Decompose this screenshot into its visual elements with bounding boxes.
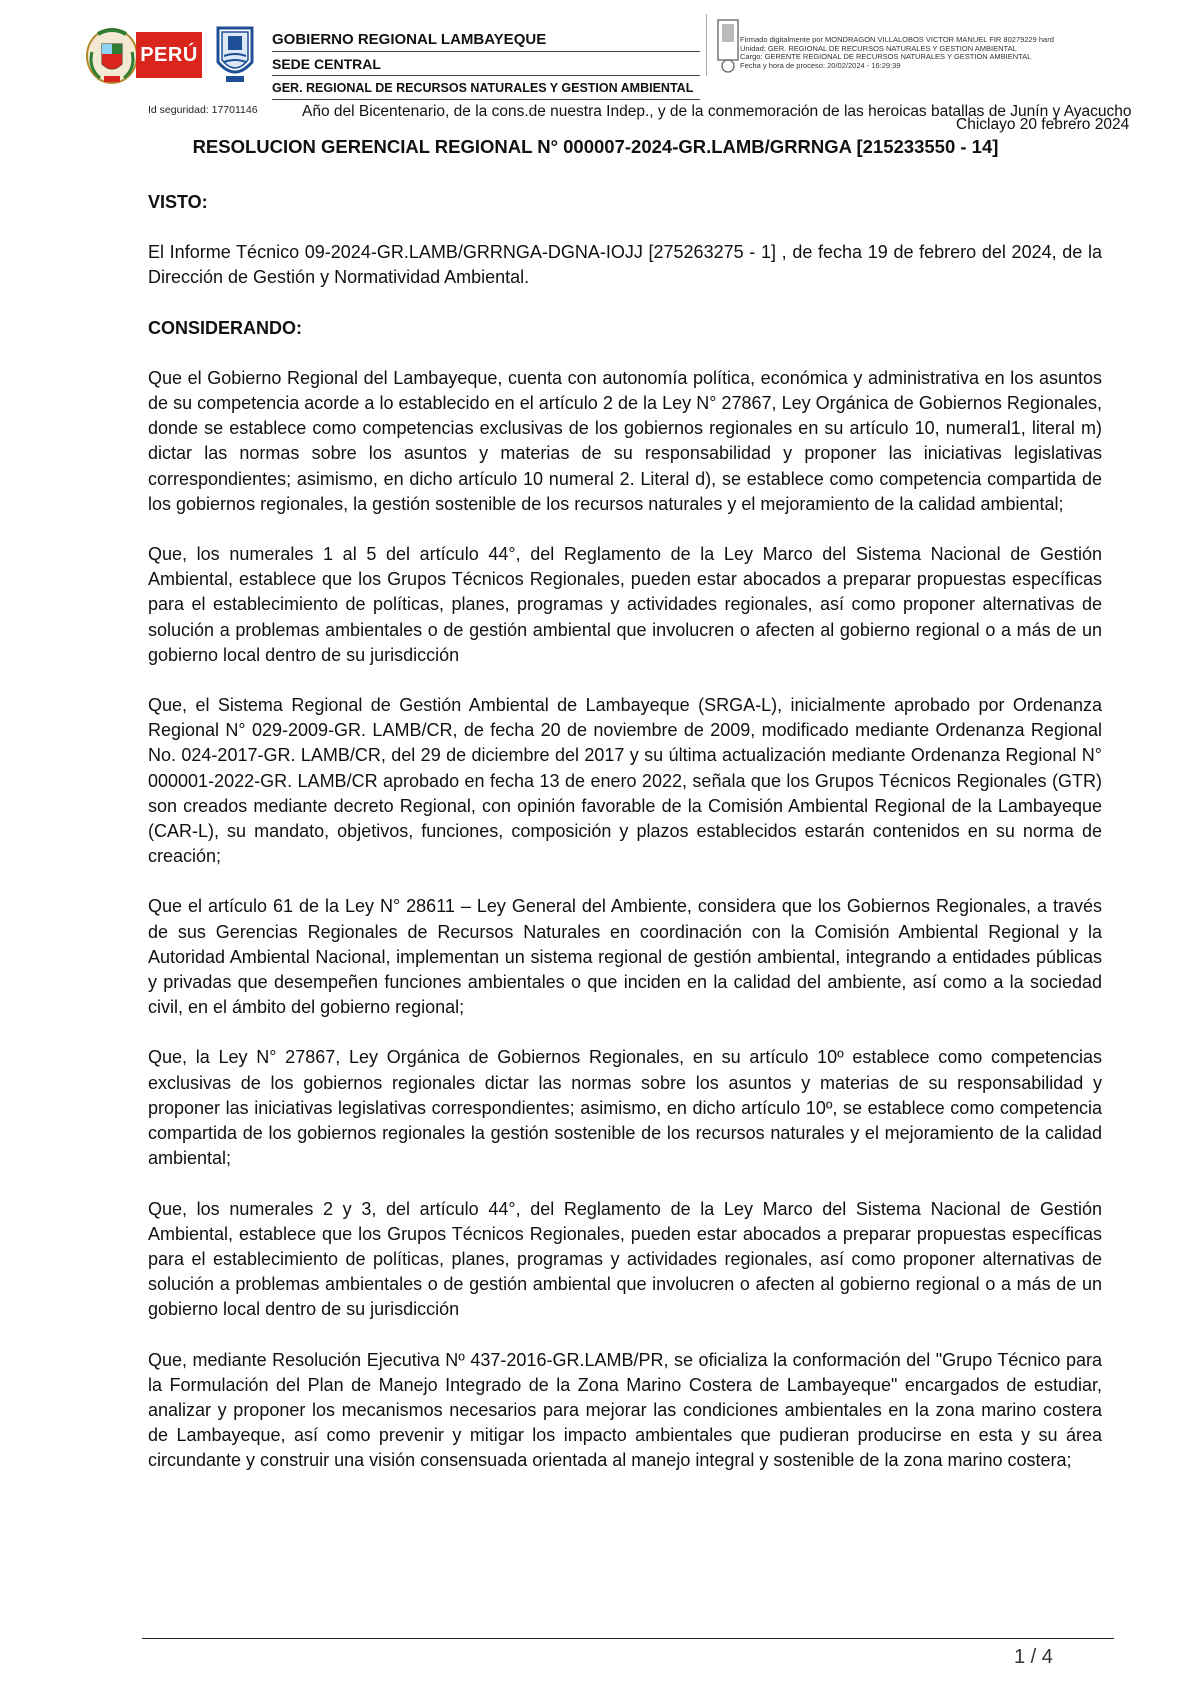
document-header bbox=[0, 0, 1191, 100]
page-number: 1 / 4 bbox=[1014, 1646, 1053, 1668]
considerando-paragraph: Que el artículo 61 de la Ley N° 28611 – Ley General del Ambiente, considera que los Gobiernos Regionales, a través de sus Gerencias Regionales de Recursos Naturales en coordinación con la Comisión Ambiental Regional y la Autoridad Ambiental Nacional, implementan un sistema regional de gestión ambiental, integrando a entidades públicas y privadas que desempeñen funciones ambientales o que inciden en la calidad del ambiente, así como a la sociedad civil, en el ámbito del gobierno regional; bbox=[148, 896, 1102, 1018]
year-motto: Año del Bicentenario, de la cons.de nuestra Indep., y de la conmemoración de las heroicas batallas de Junín y Ayacucho bbox=[302, 103, 1132, 120]
peru-coat-of-arms-icon bbox=[84, 24, 140, 86]
considerando-paragraph: Que, los numerales 2 y 3, del artículo 44°, del Reglamento de la Ley Marco del Sistema Nacional de Gestión Ambiental, establece que los Grupos Técnicos Regionales, pueden estar abocados a preparar propuestas específicas para el establecimiento de políticas, planes, programas y actividades regionales, así como proponer alternativas de solución a problemas ambientales o de gestión ambiental que involucren o afecten al gobierno regional o a más de un gobierno local dentro de su jurisdicción bbox=[148, 1198, 1102, 1320]
considerando-heading: CONSIDERANDO: bbox=[148, 317, 303, 338]
resolution-title: RESOLUCION GERENCIAL REGIONAL N° 000007-2024-GR.LAMB/GRRNGA [215233550 - 14] bbox=[192, 136, 999, 157]
institution-gerencia: GER. REGIONAL DE RECURSOS NATURALES Y GESTION AMBIENTAL bbox=[272, 78, 700, 100]
signature-unit: Unidad: GER. REGIONAL DE RECURSOS NATURALES Y GESTION AMBIENTAL bbox=[740, 43, 1017, 53]
signature-signer: Firmado digitalmente por MONDRAGON VILLALOBOS VICTOR MANUEL FIR 80279229 hard bbox=[740, 35, 1054, 44]
signature-divider bbox=[706, 14, 707, 76]
institution-name: GOBIERNO REGIONAL LAMBAYEQUE bbox=[272, 30, 700, 52]
peru-logo bbox=[136, 32, 202, 78]
signature-datetime: Fecha y hora de proceso: 20/02/2024 - 16:29:39 bbox=[740, 60, 901, 70]
visto-heading: VISTO: bbox=[148, 192, 208, 212]
considerando-paragraph: Que el Gobierno Regional del Lambayeque, cuenta con autonomía política, económica y administrativa en los asuntos de su competencia acorde a lo establecido en el artículo 2 de la Ley N° 27867, Ley Orgánica de Gobiernos Regionales, donde se establece como competencias exclusivas de los gobiernos regionales en su artículo 10, numeral1, literal m) dictar las normas sobre los asuntos y materias de su responsabilidad y proponer las iniciativas legislativas correspondientes; asimismo, en dicho artículo 10 numeral 2. Literal d), se establece como competencia compartida de los gobiernos regionales, la gestión sostenible de los recursos naturales y el mejoramiento de la calidad ambiental; bbox=[148, 367, 1102, 514]
security-id: Id seguridad: 17701146 bbox=[148, 104, 258, 116]
considerando-paragraph: Que, los numerales 1 al 5 del artículo 44°, del Reglamento de la Ley Marco del Sistema Nacional de Gestión Ambiental, establece que los Grupos Técnicos Regionales, pueden estar abocados a preparar propuestas específicas para el establecimiento de políticas, planes, programas y actividades regionales, así como proponer alternativas de solución a problemas ambientales o de gestión ambiental que involucren o afecten al gobierno regional o a más de un gobierno local dentro de su jurisdicción bbox=[148, 544, 1102, 665]
peru-logo-text: PERÚ bbox=[140, 43, 198, 66]
considerando-paragraph: Que, el Sistema Regional de Gestión Ambiental de Lambayeque (SRGA-L), inicialmente aprobado por Ordenanza Regional N° 029-2009-GR. LAMB/CR, de fecha 20 de noviembre de 2009, modificado mediante Ordenanza Regional No. 024-2017-GR. LAMB/CR, del 29 de diciembre del 2017 y su última actualización mediante Ordenanza Regional N° 000001-2022-GR. LAMB/CR aprobado en fecha 13 de enero 2022, señala que los Grupos Técnicos Regionales (GTR) son creados mediante decreto Regional, con opinión favorable de la Comisión Ambiental Regional de la Lambayeque (CAR-L), su mandato, objetivos, funciones, composición y plazos establecidos estarán contenidos en su norma de creación; bbox=[148, 695, 1102, 867]
document-body bbox=[148, 190, 1102, 1499]
gobierno-regional-logo-icon bbox=[212, 22, 258, 86]
city-date: Chiclayo 20 febrero 2024 bbox=[956, 116, 1130, 133]
signature-position: Cargo: GERENTE REGIONAL DE RECURSOS NATURALES Y GESTION AMBIENTAL bbox=[740, 52, 1032, 62]
considerando-paragraph: Que, la Ley N° 27867, Ley Orgánica de Gobiernos Regionales, en su artículo 10º establece como competencias exclusivas de los gobiernos regionales dictar las normas sobre los asuntos y materias de su responsabilidad y proponer las iniciativas legislativas correspondientes; asimismo, en dicho artículo 10º, se establece como competencia compartida de los gobiernos regionales la gestión sostenible de los recursos naturales y el mejoramiento de la calidad ambiental; bbox=[148, 1047, 1102, 1169]
institution-sede: SEDE CENTRAL bbox=[272, 54, 700, 76]
visto-paragraph: El Informe Técnico 09-2024-GR.LAMB/GRRNGA-DGNA-IOJJ [275263275 - 1] , de fecha 19 de febrero del 2024, de la Dirección de Gestión y Normatividad Ambiental. bbox=[148, 242, 1102, 288]
considerando-paragraph: Que, mediante Resolución Ejecutiva Nº 437-2016-GR.LAMB/PR, se oficializa la conformación del "Grupo Técnico para la Formulación del Plan de Manejo Integrado de la Zona Marino Costera de Lambayeque" encargados de estudiar, analizar y proponer los mecanismos necesarios para mejorar las condiciones ambientales en la zona marino costera de Lambayeque, así como prevenir y mitigar los impacto ambientales que pudieran producirse en esta y su área circundante y construir una visión consensuada orientada al manejo integral y sostenible de la zona marino costera; bbox=[148, 1349, 1102, 1471]
institution-block bbox=[272, 30, 700, 102]
digital-signature-text bbox=[740, 36, 1180, 70]
footer-rule bbox=[142, 1638, 1114, 1639]
